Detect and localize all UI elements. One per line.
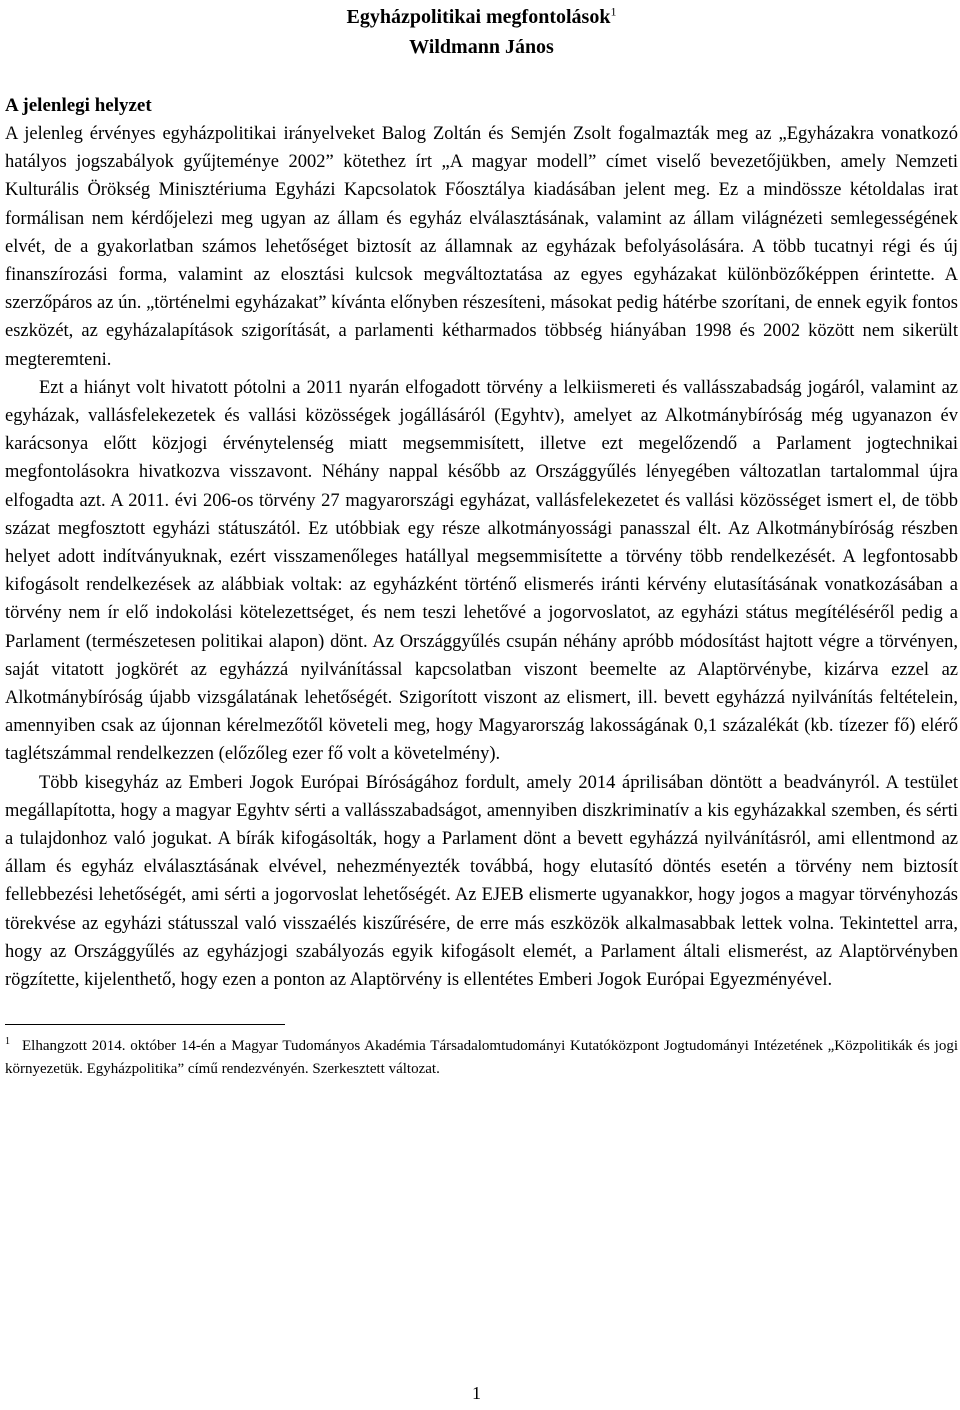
page-number: 1 xyxy=(472,1383,481,1403)
footnote-divider xyxy=(5,1024,285,1025)
paragraph-2: Ezt a hiányt volt hivatott pótolni a 2011 nyarán elfogadott törvény a lelkiismereti és vallásszabadság jogáról, valamint az egyházak, vallásfelekezetek és vallási közösségek jogállásáról (Egyhtv), amelyet az Alkotmánybíróság még ugyanazon év karácsonya előtt közjogi érvénytelenség miatt megsemmisített, illetve ezt megelőzendő a Parlament jogtechnikai megfontolásokra hivatkozva visszavont. Néhány nappal később az Országgyűlés lényegében változatlan tartalommal újra elfogadta azt. A 2011. évi 206-os törvény 27 magyarországi egyházat, vallásfelekezetet és vallási közösséget ismert el, de több százat megfosztott egyházi státuszától. Ez utóbbiak egy része alkotmányossági panasszal élt. Az Alkotmánybíróság részben helyet adott indítványuknak, ezért visszamenőleges hatállyal megsemmisítette a törvény több rendelkezését. A legfontosabb kifogásolt rendelkezések az alábbiak voltak: az egyházként történő elismerés iránti kérvény elutasításának vonatkozásában a törvény nem ír elő indokolási kötelezettséget, és nem teszi lehetővé a jogorvoslatot, az egyházi státus megítéléséről pedig a Parlament (természetesen politikai alapon) dönt. Az Országgyűlés csupán néhány apróbb módosítást hajtott végre a törvényen, saját vitatott jogkörét az egyházzá nyilvánítással kapcsolatban viszont beemelte az Alaptörvénybe, kizárva ezzel az Alkotmánybíróság újabb vizsgálatának lehetőségét. Szigorított viszont az elismert, ill. bevett egyházzá nyilvánítás feltételein, amennyiben csak az újonnan kérelmezőtől követeli meg, hogy Magyarország lakosságának 0,1 százalékát (kb. tízezer fő) elérő taglétszámmal rendelkezzen (előzőleg ezer fő volt a követelmény). xyxy=(5,377,958,765)
footnote-text: Elhangzott 2014. október 14-én a Magyar Tudományos Akadémia Társadalomtudományi Kutatóközpont Jogtudományi Intézetének „Közpolitikák és jogi környezetük. Egyházpolitika” című rendezvényén. Szerkesztett változat. xyxy=(5,1038,958,1077)
section-heading: A jelenlegi helyzet xyxy=(5,95,152,116)
footnote-marker: 1 xyxy=(5,1036,10,1048)
footnote xyxy=(5,1035,958,1080)
document-page xyxy=(5,0,958,1080)
document-title: Egyházpolitikai megfontolások xyxy=(346,6,611,28)
title-footnote-marker[interactable]: 1 xyxy=(610,4,617,19)
title-block xyxy=(5,2,958,62)
paragraph-3: Több kisegyház az Emberi Jogok Európai Bíróságához fordult, amely 2014 áprilisában döntött a beadványról. A testület megállapította, hogy a magyar Egyhtv sérti a vallásszabadságot, amennyiben diszkriminatív a kis egyházakkal szemben, és sérti a tulajdonhoz való jogukat. A bírák kifogásolták, hogy a Parlament dönt a bevett egyházzá nyilvánításról, ami ellentmond az állam és egyház elválasztásának elvével, nehezményezték továbbá, hogy elutasító döntés esetén a törvény nem biztosít fellebbezési lehetőségét, ami sérti a jogorvoslat lehetőségét. Az EJEB elismerte ugyanakkor, hogy jogos a magyar törvényhozás törekvése az egyházi státusszal való visszaélés kiszűrésére, de erre más eszközök alkalmasabbak lettek volna. Tekintettel arra, hogy az Országgyűlés az egyházjogi szabályozás egyik kifogásolt elemét, a Parlament általi elismerést, az Alaptörvényben rögzítette, kijelenthető, hogy ezen a ponton az Alaptörvény is ellentétes Emberi Jogok Európai Egyezményével. xyxy=(5,772,958,991)
document-author: Wildmann János xyxy=(409,36,554,58)
document-title-line xyxy=(5,2,958,32)
paragraph-1: A jelenleg érvényes egyházpolitikai irányelveket Balog Zoltán és Semjén Zsolt fogalmazták meg az „Egyházakra vonatkozó hatályos jogszabályok gyűjteménye 2002” kötethez írt „A magyar modell” címet viselő bevezetőjükben, amely Nemzeti Kulturális Örökség Minisztériuma Egyházi Kapcsolatok Főosztálya kiadásában jelent meg. Ez a mindössze kétoldalas irat formálisan nem kérdőjelezi meg ugyan az állam és egyház elválasztásának, valamint az állam világnézeti semlegességének elvét, de a gyakorlatban számos lehetőséget biztosít az államnak az egyházak befolyásolására. A több tucatnyi régi és új finanszírozási forma, valamint az elosztási kulcsok megváltoztatása az egyes egyházakat különbözőképpen érintette. A szerzőpáros az ún. „történelmi egyházakat” kívánta előnyben részesíteni, másokat pedig hátérbe szorítani, de ennek egyik fontos eszközét, az egyházalapítások szigorítását, a parlamenti kétharmados többség hiányában 1998 és 2002 között nem sikerült megteremteni. xyxy=(5,124,958,370)
